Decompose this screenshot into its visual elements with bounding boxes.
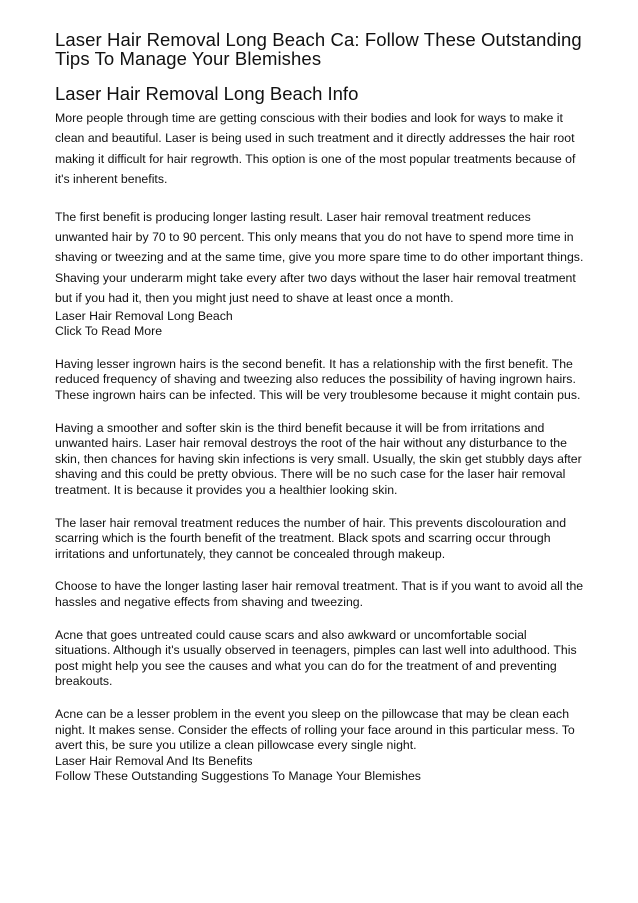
paragraph-fourth-benefit: The laser hair removal treatment reduces the number of hair. This prevents discolouration and scarring which is the fourth benefit of the treatment. Black spots and scarring occur through irritations and unfortunately, they cannot be concealed through makeup. [55, 515, 567, 561]
paragraph-acne-pillowcase: Acne can be a lesser problem in the event you sleep on the pillowcase that may be clean each night. It makes sense. Consider the effects of rolling your face around in this particular mess. To avert this, be sure you utilize a clean pillowcase every single night. [55, 706, 575, 753]
paragraph-intro: More people through time are getting conscious with their bodies and look for ways to make it clean and beautiful. Laser is being used in such treatment and it directly addresses the hair root making it difficult for hair regrowth. This option is one of the most popular treatments because of it's inherent benefits. [55, 111, 576, 187]
paragraph-choose: Choose to have the longer lasting laser hair removal treatment. That is if you want to avoid all the hassles and negative effects from shaving and tweezing. [55, 579, 584, 609]
document-title: Laser Hair Removal Long Beach Ca: Follow These Outstanding Tips To Manage Your Blemishes [55, 29, 582, 69]
document-page [55, 30, 585, 785]
paragraph-acne-untreated: Acne that goes untreated could cause scars and also awkward or uncomfortable social situations. Although it's usually observed in teenagers, pimples can last well into adulthood. This post might help you see the causes and what you can do for the treatment of and preventing breakouts. [55, 627, 577, 689]
link-laser-hair-removal-long-beach[interactable]: Laser Hair Removal Long Beach [55, 308, 233, 323]
link-follow-suggestions[interactable]: Follow These Outstanding Suggestions To Manage Your Blemishes [55, 769, 421, 784]
paragraph-first-benefit: The first benefit is producing longer lasting result. Laser hair removal treatment reduces unwanted hair by 70 to 90 percent. This only means that you do not have to spend more time in shaving or tweezing and at the same time, give you more spare time to do other important things. Shaving your underarm might take every after two days without the laser hair removal treatment but if you had it, then you might just need to shave at least once a month. [55, 209, 584, 306]
paragraph-third-benefit: Having a smoother and softer skin is the third benefit because it will be from irritations and unwanted hairs. Laser hair removal destroys the root of the hair without any disturbance to the skin, then chances for having skin infections is very small. Usually, the skin get stubbly days after shaving and this could be pretty obvious. There will be no such case for the laser hair removal treatment. It is because it provides you a healthier looking skin. [55, 420, 582, 497]
section-heading: Laser Hair Removal Long Beach Info [55, 83, 359, 104]
link-laser-hair-removal-benefits[interactable]: Laser Hair Removal And Its Benefits [55, 753, 253, 768]
paragraph-second-benefit: Having lesser ingrown hairs is the second benefit. It has a relationship with the first benefit. The reduced frequency of shaving and tweezing also reduces the possibility of having ingrown hairs. These ingrown hairs can be infected. This will be very troublesome because it might contain pus. [55, 356, 581, 403]
link-click-to-read-more[interactable]: Click To Read More [55, 324, 163, 339]
